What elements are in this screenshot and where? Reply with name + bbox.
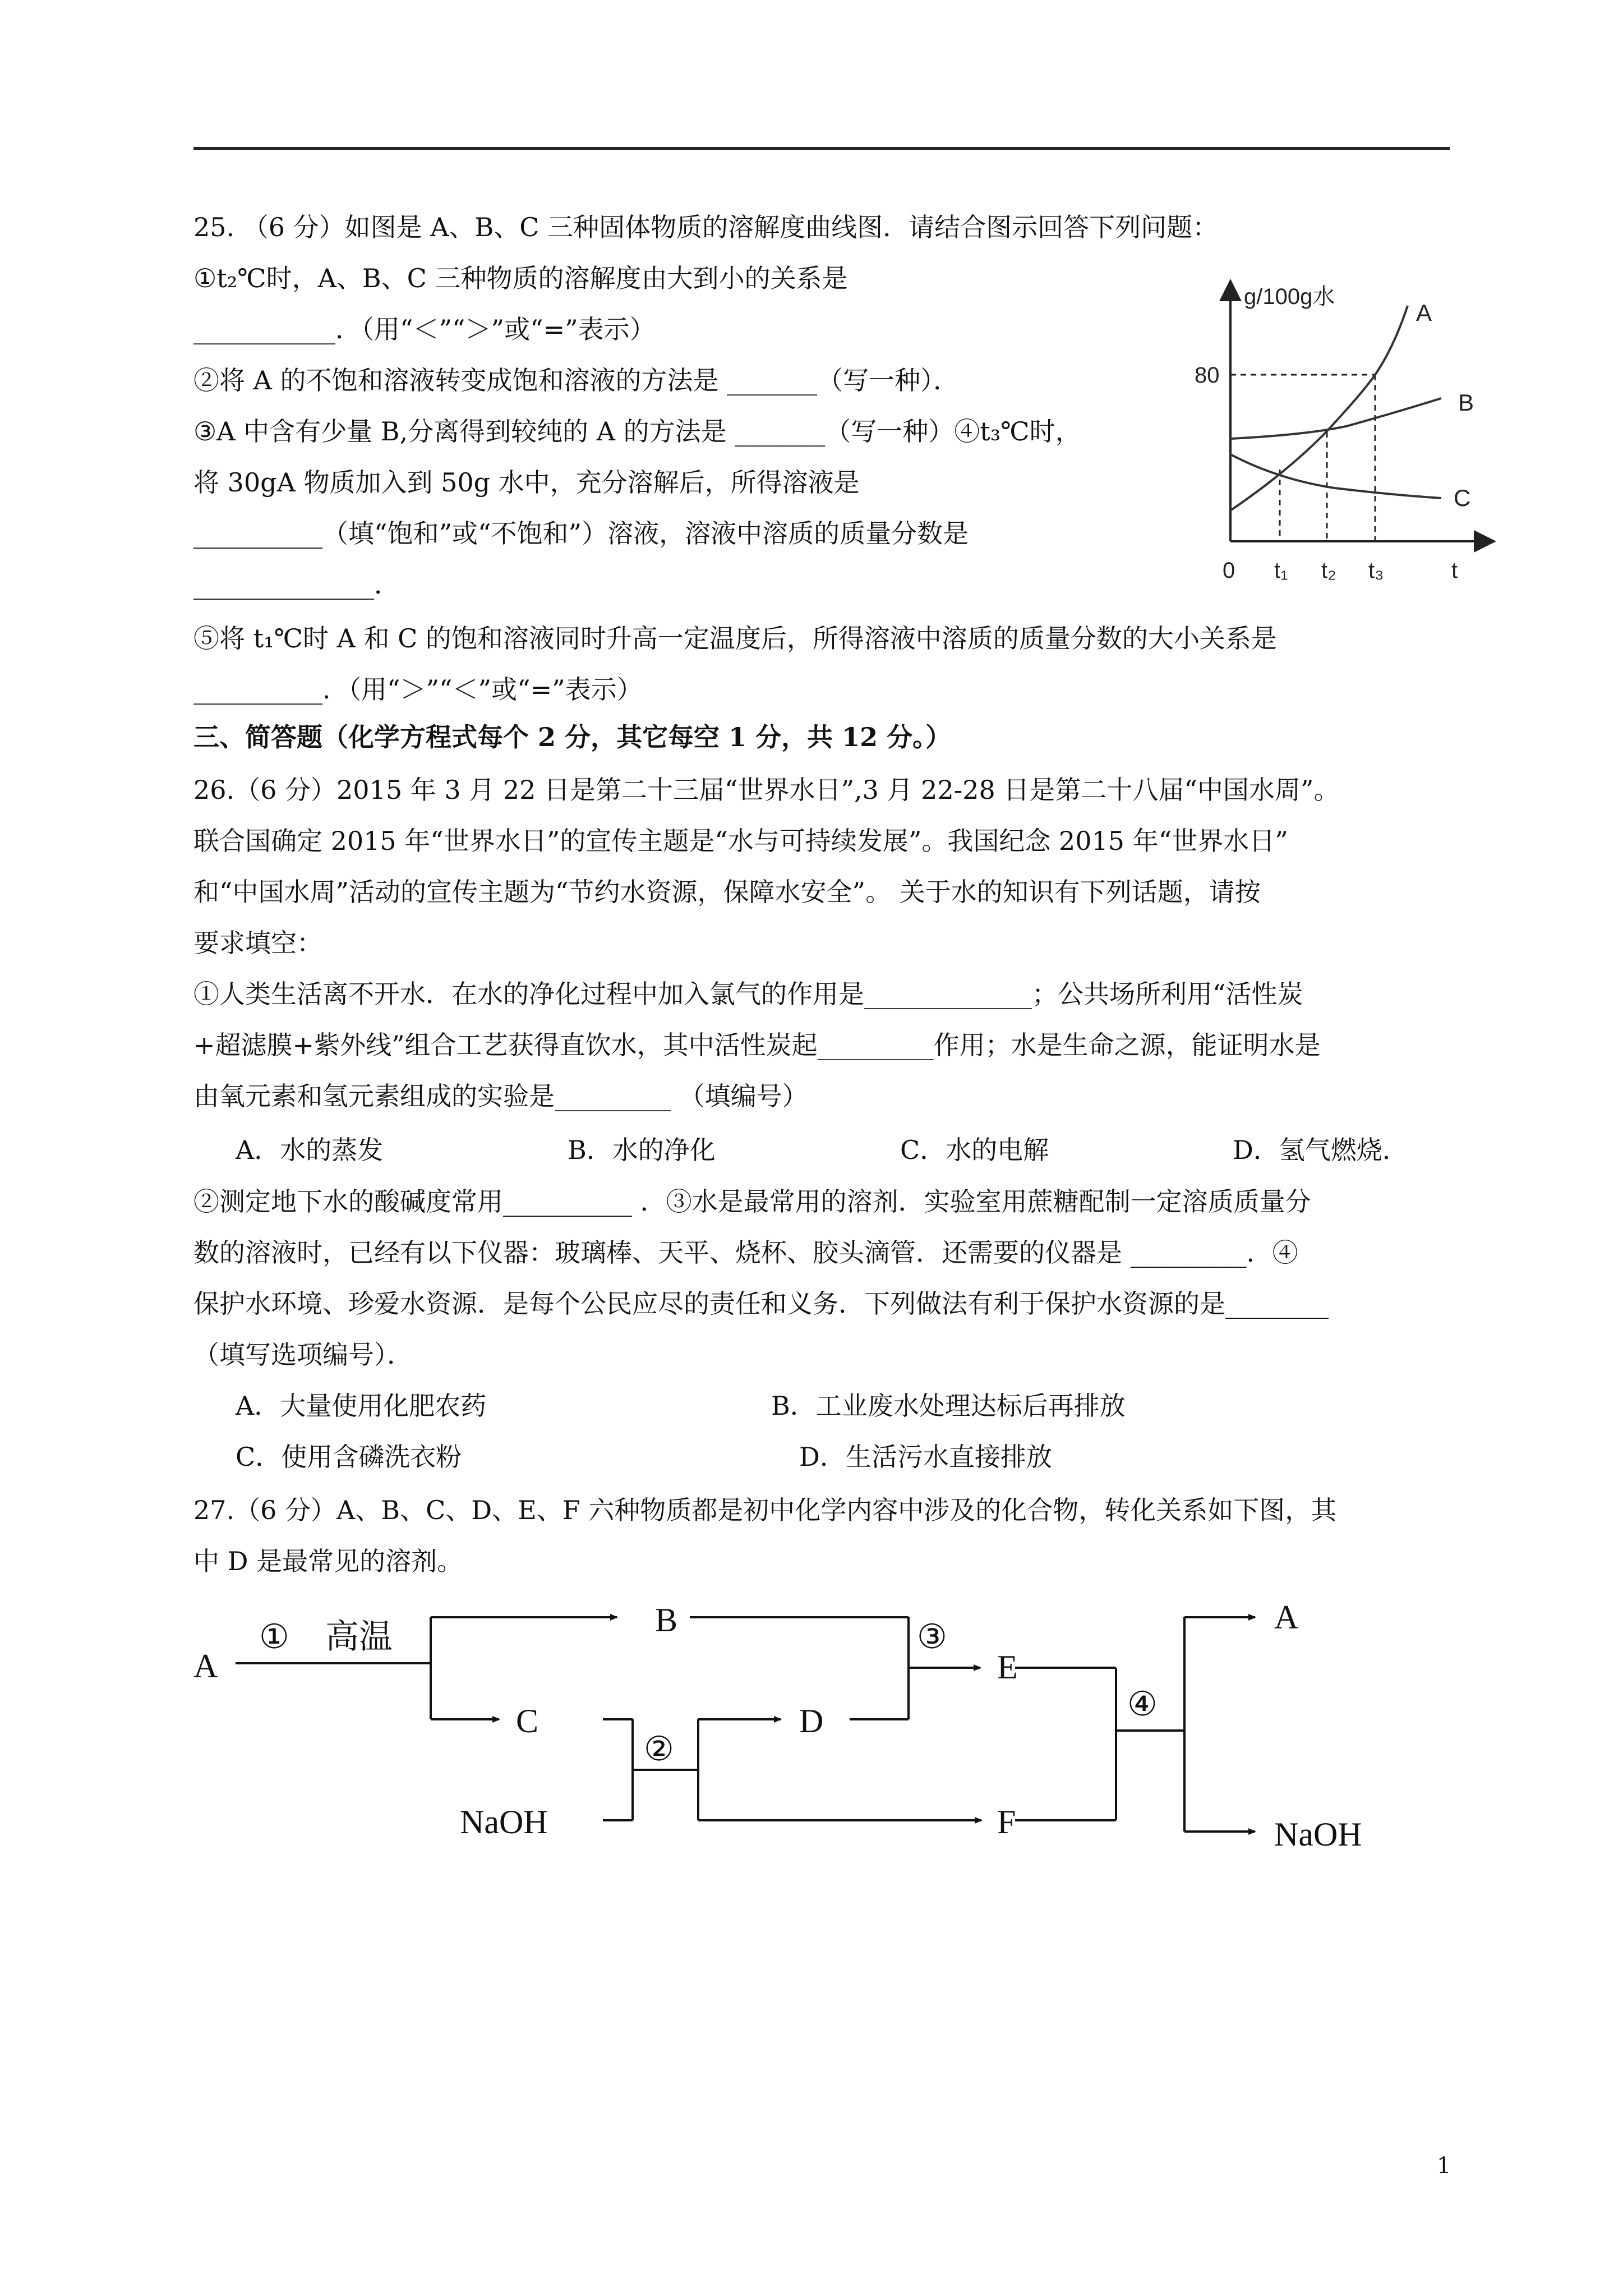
q27-line-1: 27.（6 分）A、B、C、D、E、F 六种物质都是初中化学内容中涉及的化合物，转化关系如下图，其 [193, 1495, 1337, 1525]
node-c: C [516, 1703, 539, 1740]
q26-option-d: D．氢气燃烧． [1233, 1135, 1408, 1165]
q26-option-b: B．水的净化 [568, 1135, 716, 1165]
node-e: E [997, 1649, 1018, 1686]
q26-option-c: C．水的电解 [900, 1135, 1049, 1165]
q26-line-4: 要求填空： [193, 928, 322, 958]
q26-option-a: A．水的蒸发 [236, 1135, 384, 1165]
step-3-label: ③ [917, 1618, 947, 1655]
curve-b-label: B [1458, 389, 1474, 416]
section-3-heading: 三、简答题（化学方程式每个 2 分，其它每空 1 分，共 12 分。） [193, 722, 952, 752]
x-tick-t3: t₃ [1368, 558, 1384, 583]
step-1-condition: 高温 [325, 1618, 393, 1655]
q26-line-6: +超滤膜+紫外线”组合工艺获得直饮水，其中活性炭起_________作用；水是生命之源，能证明水是 [193, 1030, 1321, 1060]
q26-line-9: 数的溶液时，已经有以下仪器：玻璃棒、天平、烧杯、胶头滴管．还需要的仪器是 _________．④ [193, 1237, 1298, 1268]
origin-label: 0 [1223, 558, 1235, 583]
q26-line-3: 和“中国水周”活动的宣传主题为“节约水资源，保障水安全”。 关于水的知识有下列话题，请按 [193, 877, 1261, 907]
q26-line-8: ②测定地下水的酸碱度常用__________ ．③水是最常用的溶剂．实验室用蔗糖配制一定溶质质量分 [193, 1186, 1311, 1217]
q26-option2-d: D．生活污水直接排放 [799, 1442, 1052, 1472]
q27-line-2: 中 D 是最常见的溶剂。 [193, 1546, 463, 1576]
x-axis-label: t [1451, 558, 1458, 583]
curve-a-label: A [1416, 300, 1432, 326]
q25-part4-blank2: ______________． [193, 569, 400, 600]
q26-option2-b: B．工业废水处理达标后再排放 [771, 1391, 1126, 1421]
q25-part1-blank: ___________．（用“＜”“＞”或“=”表示） [193, 314, 656, 344]
q26-line-7: 由氧元素和氢元素组成的实验是_________ （填编号） [193, 1081, 808, 1111]
node-a: A [193, 1648, 218, 1685]
y-axis-label: g/100g水 [1244, 284, 1335, 309]
q26-line-1: 26.（6 分）2015 年 3 月 22 日是第二十三届“世界水日”,3 月 22-28 日是第二十八届“中国水周”。 [193, 775, 1340, 805]
node-a-out: A [1274, 1599, 1299, 1636]
q25-stem: 25. （6 分）如图是 A、B、C 三种固体物质的溶解度曲线图．请结合图示回答下列问题： [193, 212, 1219, 242]
q26-line-5: ①人类生活离不开水．在水的净化过程中加入氯气的作用是_____________；公共场所利用“活性炭 [193, 979, 1303, 1009]
step-2-label: ② [644, 1731, 674, 1768]
y-tick-80: 80 [1195, 363, 1220, 388]
q25-part2: ②将 A 的不饱和溶液转变成饱和溶液的方法是 _______（写一种）． [193, 365, 960, 395]
q26-line-2: 联合国确定 2015 年“世界水日”的宣传主题是“水与可持续发展”。我国纪念 2015 年“世界水日” [193, 826, 1288, 856]
curve-c-label: C [1454, 485, 1471, 511]
q26-option2-a: A．大量使用化肥农药 [236, 1391, 487, 1421]
curve-b [1230, 398, 1441, 439]
node-b: B [655, 1602, 678, 1639]
q26-line-10: 保护水环境、珍爱水资源．是每个公民应尽的责任和义务．下列做法有利于保护水资源的是________ [193, 1289, 1329, 1319]
conversion-diagram [185, 1582, 1419, 1874]
node-naoh-in: NaOH [460, 1803, 548, 1841]
solubility-chart [1178, 264, 1514, 600]
q25-part4: 将 30gA 物质加入到 50g 水中，充分溶解后，所得溶液是 [193, 467, 860, 498]
step-1-label: ① [259, 1618, 289, 1655]
page-number: 1 [1437, 2153, 1451, 2179]
node-f: F [997, 1803, 1016, 1841]
curve-c [1230, 454, 1441, 498]
step-4-label: ④ [1127, 1686, 1158, 1723]
curve-a [1230, 306, 1408, 510]
q26-line-11: （填写选项编号）． [193, 1340, 413, 1370]
node-naoh-out: NaOH [1274, 1816, 1362, 1853]
q25-part3: ③A 中含有少量 B,分离得到较纯的 A 的方法是 _______（写一种）④t₃℃时， [193, 416, 1081, 447]
node-d: D [799, 1703, 824, 1740]
q26-option2-c: C．使用含磷洗衣粉 [236, 1442, 462, 1472]
header-rule [193, 147, 1450, 150]
q25-part4-blank: __________（填“饱和”或“不饱和”）溶液，溶液中溶质的质量分数是 [193, 518, 969, 549]
q25-part1: ①t₂℃时，A、B、C 三种物质的溶解度由大到小的关系是 [193, 263, 848, 293]
q25-part5: ⑤将 t₁℃时 A 和 C 的饱和溶液同时升高一定温度后，所得溶液中溶质的质量分数的大小关系是 [193, 623, 1277, 654]
q25-part5-blank: __________．（用“＞”“＜”或“=”表示） [193, 674, 643, 705]
x-tick-t1: t₁ [1274, 558, 1288, 583]
x-tick-t2: t₂ [1321, 558, 1336, 583]
